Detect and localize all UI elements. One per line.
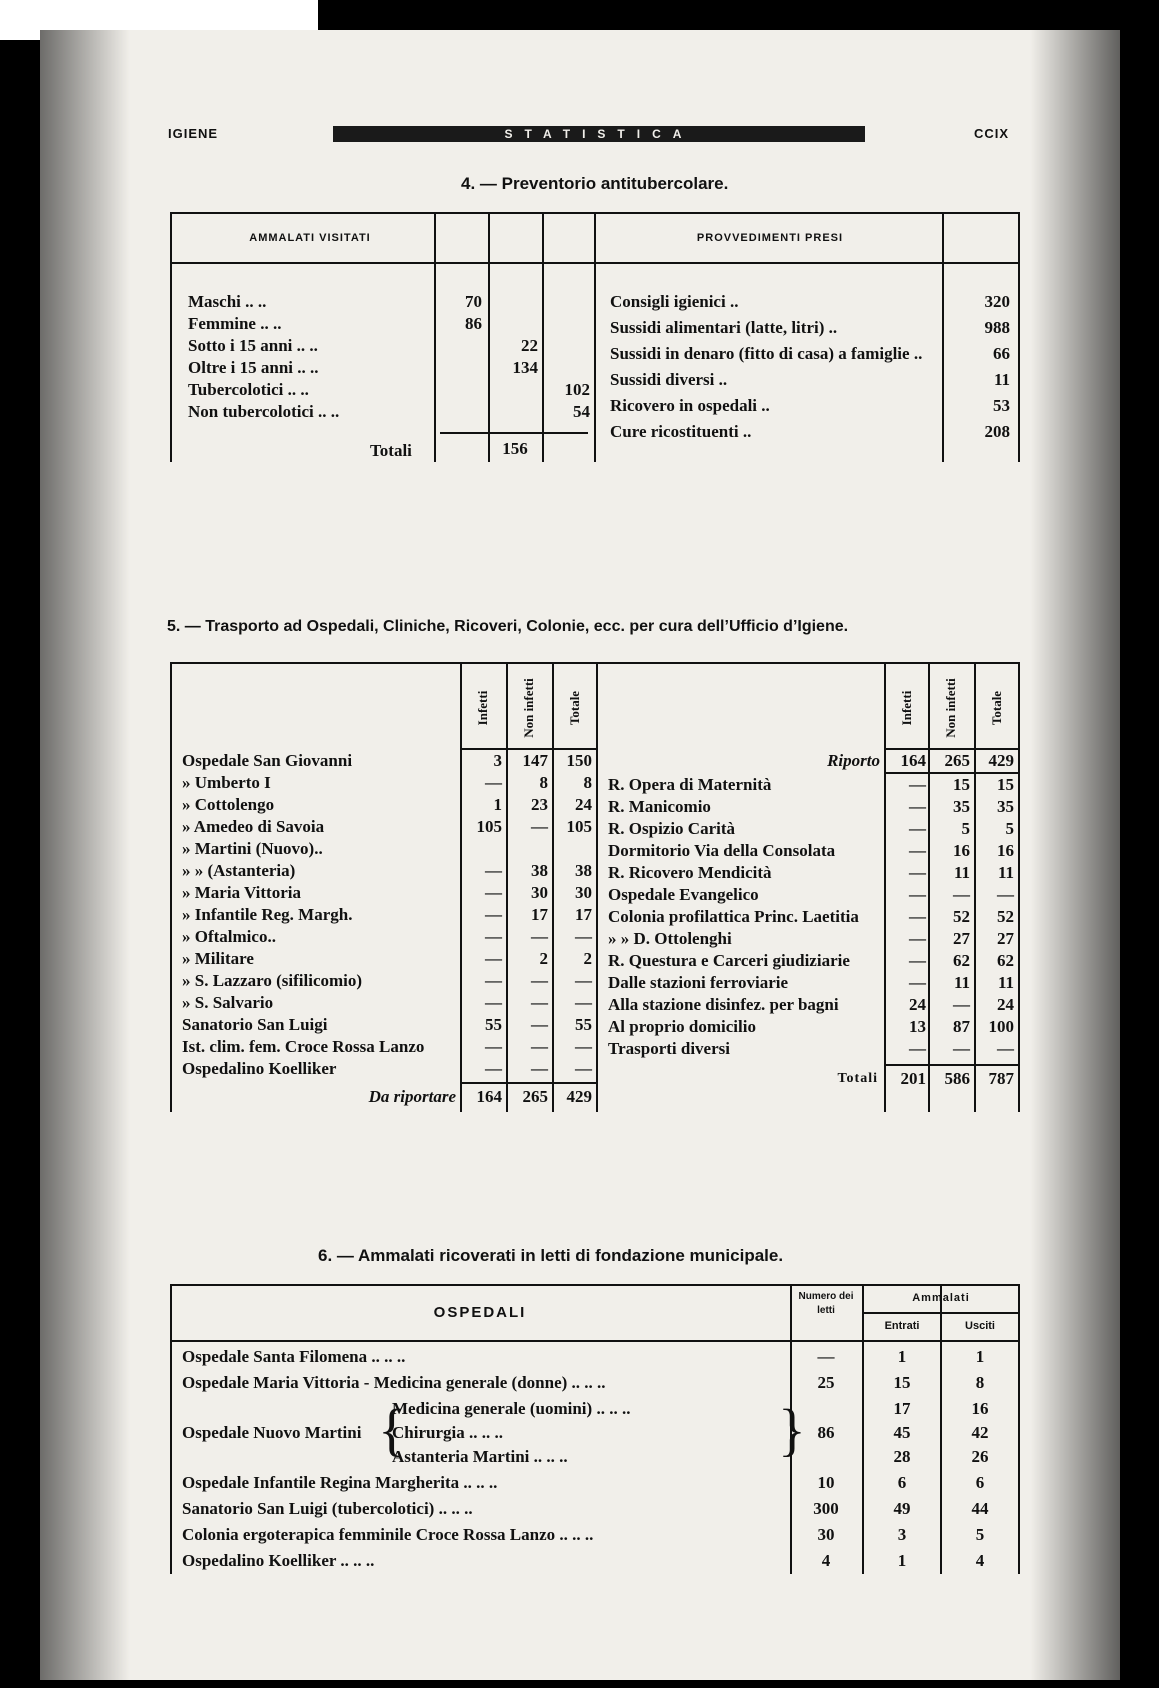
table6-header-usciti: Usciti <box>965 1320 995 1332</box>
table5-value: — <box>531 971 548 990</box>
table5-value: — <box>953 995 970 1014</box>
table6-entrati: 6 <box>897 1473 907 1492</box>
table5-value: 52 <box>997 907 1014 926</box>
table5-value: — <box>531 927 548 946</box>
table6-entrati: 17 <box>893 1399 911 1418</box>
table5-value: 147 <box>522 751 548 770</box>
table6-usciti: 16 <box>971 1399 989 1418</box>
table6-header-ospedali: OSPEDALI <box>433 1304 527 1321</box>
table6-brace-right: } <box>778 1397 806 1462</box>
scan-shadow-right <box>1030 30 1120 1680</box>
table6-letti: — <box>817 1347 835 1366</box>
table5-value: 5 <box>961 819 970 838</box>
rule-horizontal <box>170 1340 1020 1342</box>
table5-left-row-label: » Oftalmico.. <box>182 927 276 946</box>
table6-entrati: 49 <box>893 1499 911 1518</box>
table5-value: 5 <box>1005 819 1014 838</box>
table4-provvedimento: Consigli igienici .. <box>610 292 739 311</box>
table5-left-row-label: » Martini (Nuovo).. <box>182 839 323 858</box>
table5-value: 13 <box>909 1017 926 1036</box>
table5-value: — <box>909 841 926 860</box>
table5-value: — <box>531 1037 548 1056</box>
table5-right-row-label: » » D. Ottolenghi <box>608 929 732 948</box>
table4-provvedimento: Sussidi in denaro (fitto di casa) a famiglie .. <box>610 344 923 363</box>
table6-entrati: 45 <box>893 1423 911 1442</box>
table4-provvedimento-value: 66 <box>993 344 1010 363</box>
table4-value: 86 <box>465 314 482 333</box>
table5-col-header: Totale <box>567 690 582 726</box>
table5-left-row-label: Ist. clim. fem. Croce Rossa Lanzo <box>182 1037 425 1056</box>
table5-value: — <box>485 1059 502 1078</box>
table5-value: 52 <box>953 907 970 926</box>
table5-value: — <box>909 863 926 882</box>
table6-group-label: Ospedale Nuovo Martini <box>182 1423 362 1442</box>
table5-total: 201 <box>900 1069 926 1088</box>
table5-right-row-label: R. Ospizio Carità <box>608 819 736 838</box>
table5-value: 62 <box>953 951 970 970</box>
table6-usciti: 44 <box>971 1499 989 1518</box>
table5-value: 100 <box>988 1017 1014 1036</box>
table5-value: — <box>485 949 502 968</box>
rule-vertical <box>488 212 490 462</box>
table5-left-row-label: » Umberto I <box>182 773 271 792</box>
table4-title: 4. — Preventorio antitubercolare. <box>461 174 729 193</box>
table5-value: 27 <box>997 929 1014 948</box>
table5-da-riportare-label: Da riportare <box>368 1087 456 1106</box>
rule-horizontal <box>170 662 1020 664</box>
table5-totali-label: Totali <box>837 1071 878 1086</box>
table6-usciti: 42 <box>971 1423 989 1442</box>
table5-left-row-label: » » (Astanteria) <box>182 861 296 880</box>
table4-provvedimento: Sussidi alimentari (latte, litri) .. <box>610 318 838 337</box>
table4-brace <box>440 432 588 434</box>
table5-value: 8 <box>583 773 592 792</box>
table5-value: — <box>997 885 1014 904</box>
rule-vertical <box>1018 212 1020 462</box>
table5-value: — <box>909 951 926 970</box>
table5-value: 11 <box>997 973 1014 992</box>
table4-row-label: Maschi .. .. <box>188 292 267 311</box>
table4-totali-label: Totali <box>370 441 412 460</box>
table5-value: — <box>575 993 592 1012</box>
table5-value: — <box>575 927 592 946</box>
rule-vertical <box>1018 662 1020 1112</box>
table5-right-row-label: Alla stazione disinfez. per bagni <box>608 995 839 1014</box>
table5-right-row-label: R. Manicomio <box>608 797 711 816</box>
table5-value: 105 <box>476 817 502 836</box>
table5-col-header: Non infetti <box>521 678 536 738</box>
table5-value: 17 <box>575 905 592 924</box>
table5-value: — <box>953 1039 970 1058</box>
table5-value: 429 <box>988 751 1014 770</box>
table5-value: 24 <box>575 795 592 814</box>
table5-left-row-label: » Amedeo di Savoia <box>182 817 325 836</box>
table5-right-row-label: Ospedale Evangelico <box>608 885 759 904</box>
table5-left-row-label: » Cottolengo <box>182 795 275 814</box>
table5-value: — <box>485 1037 502 1056</box>
rule-vertical <box>542 212 544 462</box>
table5-value: 105 <box>566 817 592 836</box>
table6-brace-left: { <box>378 1397 406 1462</box>
table6-letti: 25 <box>817 1373 835 1392</box>
table5-value: — <box>531 817 548 836</box>
table5-total: 429 <box>566 1087 592 1106</box>
table5-col-header: Totale <box>989 690 1004 726</box>
table4-provvedimento: Cure ricostituenti .. <box>610 422 752 441</box>
table5-value: — <box>485 773 502 792</box>
table5-left-row-label: Ospedale San Giovanni <box>182 751 353 770</box>
table6-row-label: Chirurgia .. .. .. <box>392 1423 503 1442</box>
table6-letti: 4 <box>821 1551 831 1570</box>
table5-value: 30 <box>575 883 592 902</box>
table6-entrati: 3 <box>897 1525 907 1544</box>
table6-row-label: Ospedalino Koelliker .. .. .. <box>182 1551 375 1570</box>
rule-vertical <box>596 662 598 1112</box>
rule-vertical <box>594 212 596 462</box>
table4-row-label: Non tubercolotici .. .. <box>188 402 340 421</box>
table5-value: — <box>909 973 926 992</box>
table5-left-row-label: » S. Lazzaro (sifilicomio) <box>182 971 363 990</box>
table5-title: 5. — Trasporto ad Ospedali, Cliniche, Ricoveri, Colonie, ecc. per cura dell’Ufficio d’Igiene. <box>167 618 849 635</box>
table5-value: — <box>909 819 926 838</box>
running-head-left: IGIENE <box>168 126 219 141</box>
table5-total: 787 <box>988 1069 1014 1088</box>
rule-vertical <box>1018 1284 1020 1574</box>
table6-letti: 30 <box>817 1525 835 1544</box>
table6-letti: 300 <box>813 1499 839 1518</box>
table5-value: 16 <box>953 841 970 860</box>
table5-value: — <box>485 905 502 924</box>
table6-entrati: 15 <box>893 1373 911 1392</box>
table4-header-left: AMMALATI VISITATI <box>249 232 371 244</box>
table4-row-label: Sotto i 15 anni .. .. <box>188 336 318 355</box>
table5-value: 35 <box>953 797 970 816</box>
table5-value: 62 <box>997 951 1014 970</box>
table6-entrati: 1 <box>897 1551 907 1570</box>
table4-row-label: Femmine .. .. <box>188 314 282 333</box>
table5-riporto-label: Riporto <box>827 751 880 770</box>
table5-right-row-label: Trasporti diversi <box>608 1039 730 1058</box>
table5-value: — <box>531 993 548 1012</box>
table6-title: 6. — Ammalati ricoverati in letti di fondazione municipale. <box>318 1246 784 1265</box>
table6-row-label: Ospedale Maria Vittoria - Medicina generale (donne) .. .. .. <box>182 1373 606 1392</box>
table6-usciti: 8 <box>975 1373 985 1392</box>
table6-row-label: Ospedale Infantile Regina Margherita .. .. .. <box>182 1473 498 1492</box>
table5-left-row-label: Sanatorio San Luigi <box>182 1015 328 1034</box>
table5-value: — <box>485 883 502 902</box>
table6-row-label: Medicina generale (uomini) .. .. .. <box>392 1399 631 1418</box>
table6-header-letti: Numero dei letti <box>798 1291 854 1316</box>
table5-value: 38 <box>531 861 548 880</box>
table4-value: 70 <box>465 292 482 311</box>
table6-usciti: 6 <box>975 1473 985 1492</box>
rule-vertical <box>434 212 436 462</box>
table5-value: 87 <box>953 1017 970 1036</box>
table5-value: — <box>485 971 502 990</box>
table5-value: — <box>909 929 926 948</box>
table5-value: 164 <box>900 751 926 770</box>
table5-total: 164 <box>476 1087 502 1106</box>
table5-value: 3 <box>493 751 502 770</box>
table5-value: 55 <box>575 1015 592 1034</box>
table4-value: 134 <box>512 358 538 377</box>
rule-horizontal <box>170 262 1020 264</box>
table5-value: — <box>575 1037 592 1056</box>
table5-right-row-label: R. Ricovero Mendicità <box>608 863 772 882</box>
page-number: CCIX <box>974 126 1010 141</box>
table5-left-row-label: » Maria Vittoria <box>182 883 301 902</box>
table5-left-row-label: » Infantile Reg. Margh. <box>182 905 353 924</box>
table5-col-header: Non infetti <box>943 678 958 738</box>
table5-left-row-label: » Militare <box>182 949 254 968</box>
table5-value: 15 <box>997 775 1014 794</box>
table4-provvedimento: Ricovero in ospedali .. <box>610 396 770 415</box>
table5-value: 30 <box>531 883 548 902</box>
table5-right-row-label: R. Questura e Carceri giudiziarie <box>608 951 850 970</box>
table5-right-row-label: Dalle stazioni ferroviarie <box>608 973 789 992</box>
table6-header-entrati: Entrati <box>884 1320 920 1332</box>
table4-provvedimento: Sussidi diversi .. <box>610 370 728 389</box>
table5-total: 586 <box>944 1069 970 1088</box>
rule-vertical <box>170 662 172 1112</box>
table5-value: 11 <box>997 863 1014 882</box>
table4-value: 102 <box>564 380 590 399</box>
table5-value: — <box>575 1059 592 1078</box>
table5-value: — <box>531 1059 548 1078</box>
table6-row-label: Ospedale Santa Filomena .. .. .. <box>182 1347 406 1366</box>
table6-letti: 10 <box>817 1473 835 1492</box>
rule-horizontal <box>460 1082 596 1084</box>
table5-value: 24 <box>909 995 926 1014</box>
table5-value: 27 <box>953 929 970 948</box>
rule-horizontal <box>884 1064 1020 1066</box>
table5-col-header: Infetti <box>899 690 914 726</box>
table5-value: 16 <box>997 841 1014 860</box>
rule-horizontal <box>170 1284 1020 1286</box>
table5-right-row-label: R. Opera di Maternità <box>608 775 772 794</box>
table4-value: 54 <box>573 402 590 421</box>
table4-provvedimento-value: 988 <box>984 318 1010 337</box>
rule-vertical <box>170 1284 172 1574</box>
table5-left-row-label: Ospedalino Koelliker <box>182 1059 337 1078</box>
table5-value: 2 <box>539 949 548 968</box>
table5-value: 55 <box>485 1015 502 1034</box>
table4-provvedimento-value: 53 <box>993 396 1010 415</box>
table5-value: 11 <box>953 973 970 992</box>
table6-letti: 86 <box>817 1423 835 1442</box>
running-head-banner: STATISTICA <box>333 126 865 142</box>
table5-right-row-label: Al proprio domicilio <box>608 1017 756 1036</box>
table5-value: — <box>531 1015 548 1034</box>
table5-left-row-label: » S. Salvario <box>182 993 274 1012</box>
table5-value: — <box>485 993 502 1012</box>
table6-header-ammalati: Ammalati <box>912 1292 970 1304</box>
table5-value: 8 <box>539 773 548 792</box>
table4-value: 22 <box>521 336 538 355</box>
table4-provvedimento-value: 320 <box>984 292 1010 311</box>
table5-value: 24 <box>997 995 1014 1014</box>
table4-total: 156 <box>502 439 528 458</box>
table4-header-right: PROVVEDIMENTI PRESI <box>696 232 844 244</box>
table6-entrati: 1 <box>897 1347 907 1366</box>
table5-value: — <box>575 971 592 990</box>
rule-vertical <box>170 212 172 462</box>
table5-value: 17 <box>531 905 548 924</box>
table5-value: — <box>953 885 970 904</box>
table6-usciti: 1 <box>975 1347 985 1366</box>
table5-value: 23 <box>531 795 548 814</box>
table5-value: 265 <box>944 751 970 770</box>
table5-value: — <box>485 861 502 880</box>
table5-value: 2 <box>583 949 592 968</box>
table5-col-header: Infetti <box>475 690 490 726</box>
table6-usciti: 4 <box>975 1551 985 1570</box>
table6-row-label: Colonia ergoterapica femminile Croce Rossa Lanzo .. .. .. <box>182 1525 594 1544</box>
table5-value: 150 <box>566 751 592 770</box>
table5-value: — <box>909 797 926 816</box>
table5-value: — <box>909 1039 926 1058</box>
table6-row-label: Astanteria Martini .. .. .. <box>392 1447 568 1466</box>
table4-row-label: Tubercolotici .. .. <box>188 380 309 399</box>
table5-value: 15 <box>953 775 970 794</box>
table5-value: 35 <box>997 797 1014 816</box>
table5-value: — <box>909 775 926 794</box>
table5-value: — <box>909 907 926 926</box>
table5-value: — <box>997 1039 1014 1058</box>
table6-usciti: 26 <box>971 1447 989 1466</box>
table4-row-label: Oltre i 15 anni .. .. <box>188 358 319 377</box>
table6-row-label: Sanatorio San Luigi (tubercolotici) .. .. .. <box>182 1499 473 1518</box>
table5-total: 265 <box>522 1087 548 1106</box>
table4-provvedimento-value: 208 <box>984 422 1010 441</box>
table5-value: 11 <box>953 863 970 882</box>
table5-value: 1 <box>493 795 502 814</box>
rule-horizontal <box>862 1312 1018 1314</box>
table6-entrati: 28 <box>893 1447 911 1466</box>
table4-provvedimento-value: 11 <box>993 370 1010 389</box>
table5-value: — <box>909 885 926 904</box>
table5-right-row-label: Colonia profilattica Princ. Laetitia <box>608 907 859 926</box>
table6-usciti: 5 <box>975 1525 985 1544</box>
table5-right-row-label: Dormitorio Via della Consolata <box>608 841 836 860</box>
table5-value: — <box>485 927 502 946</box>
table5-value: 38 <box>575 861 592 880</box>
scan-shadow-left <box>40 30 130 1680</box>
